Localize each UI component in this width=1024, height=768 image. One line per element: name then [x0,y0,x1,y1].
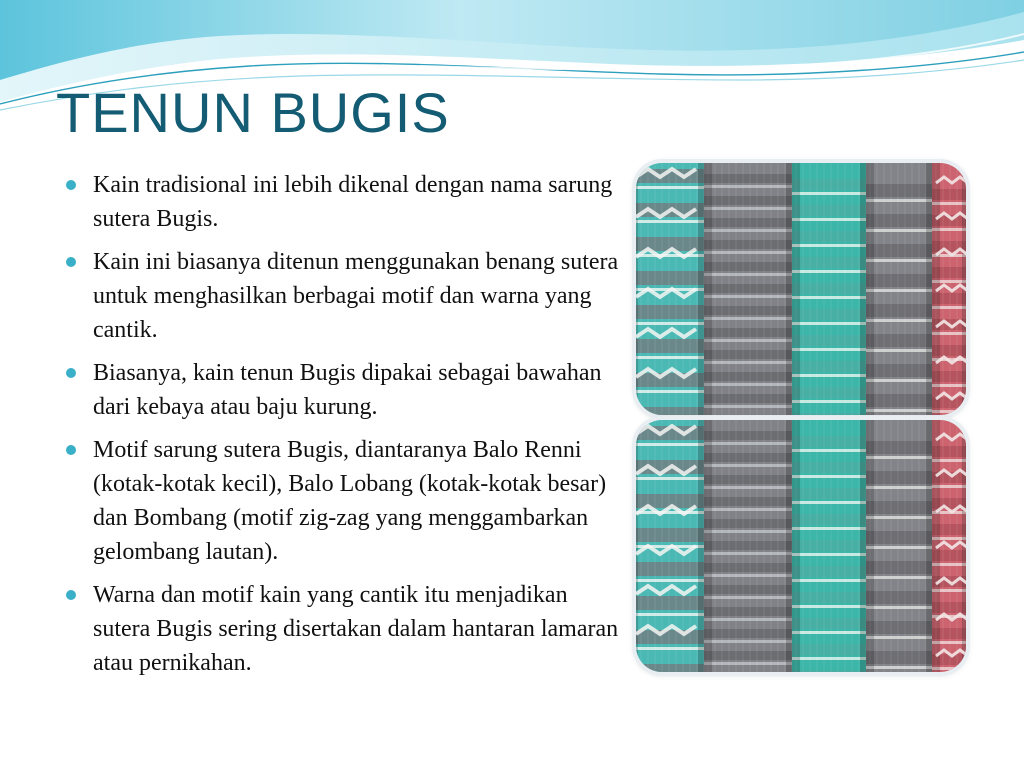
bullet-text: Biasanya, kain tenun Bugis dipakai sebagai bawahan dari kebaya atau baju kurung. [93,360,602,420]
bullet-dot-icon [66,257,76,267]
bullet-text: Kain tradisional ini lebih dikenal dengan nama sarung sutera Bugis. [93,172,613,232]
bullet-item [66,433,630,569]
bullet-text: Motif sarung sutera Bugis, diantaranya Balo Renni (kotak-kotak kecil), Balo Lobang (kotak-kotak besar) dan Bombang (motif zig-zag yang menggambarkan gelombang lautan). [93,437,607,565]
fabric-image [636,163,966,415]
bullet-item [66,578,630,680]
bullet-dot-icon [66,368,76,378]
fabric-photo-bottom [636,420,966,672]
bullet-item [66,168,630,236]
fabric-photo-top [636,163,966,415]
bullet-dot-icon [66,445,76,455]
bullet-list [66,168,630,689]
slide-title: TENUN BUGIS [56,81,450,144]
bullet-item [66,356,630,424]
bullet-dot-icon [66,590,76,600]
bullet-text: Kain ini biasanya ditenun menggunakan benang sutera untuk menghasilkan berbagai motif dan warna yang cantik. [93,249,619,343]
bullet-text: Warna dan motif kain yang cantik itu menjadikan sutera Bugis sering disertakan dalam hantaran lamaran atau pernikahan. [93,582,619,676]
fabric-image [636,420,966,672]
bullet-item [66,245,630,347]
bullet-dot-icon [66,180,76,190]
